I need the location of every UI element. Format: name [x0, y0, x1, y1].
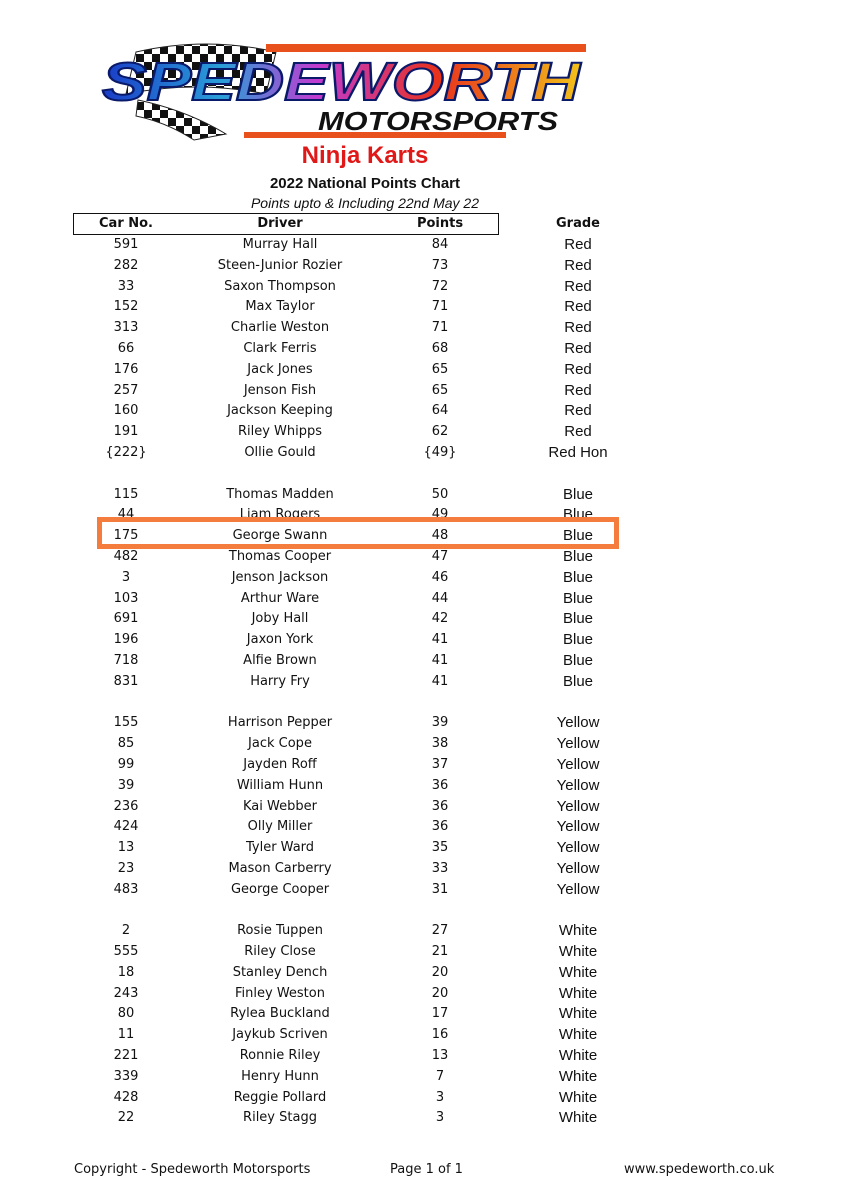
grade-value: Blue	[562, 672, 594, 690]
car-number: 428	[113, 1089, 139, 1105]
driver-name: Finley Weston	[235, 985, 325, 1001]
points-value: 48	[431, 528, 449, 544]
grade-value: White	[558, 1109, 598, 1127]
driver-name: Jenson Jackson	[231, 569, 329, 585]
driver-name: Mason Carberry	[228, 860, 332, 876]
driver-name: Jack Jones	[247, 361, 313, 377]
table-row	[0, 1108, 852, 1129]
car-number: 23	[117, 860, 135, 876]
driver-name: Reggie Pollard	[233, 1089, 327, 1105]
points-value: 13	[431, 1048, 449, 1064]
car-number: 175	[113, 528, 139, 544]
driver-name: Joby Hall	[251, 611, 309, 627]
points-value: 21	[431, 944, 449, 960]
grade-value: Blue	[562, 527, 594, 545]
grade-value: Yellow	[556, 714, 600, 732]
points-value: 37	[431, 756, 449, 772]
points-value: 3	[435, 1110, 445, 1126]
driver-name: Riley Whipps	[237, 424, 323, 440]
grade-value: White	[558, 963, 598, 981]
driver-name: Kai Webber	[243, 798, 317, 814]
grade-value: Red	[564, 236, 592, 253]
car-number: 39	[117, 777, 135, 793]
points-value: 42	[431, 611, 449, 627]
driver-name: Ronnie Riley	[239, 1048, 321, 1064]
driver-name: Jaxon York	[246, 632, 314, 648]
table-row	[0, 984, 852, 1005]
car-number: 66	[117, 340, 135, 356]
car-number: 155	[113, 715, 139, 731]
header-points: Points	[416, 216, 464, 231]
car-number: 243	[113, 985, 139, 1001]
grade-value: Yellow	[556, 776, 600, 794]
table-row	[0, 797, 852, 818]
driver-name: Rosie Tuppen	[237, 923, 323, 939]
page-title: Ninja Karts	[301, 142, 429, 169]
table-row	[0, 568, 852, 589]
table-row	[0, 277, 852, 298]
table-row	[0, 755, 852, 776]
car-number: 196	[113, 632, 139, 648]
group-spacer	[0, 901, 852, 922]
table-row	[0, 713, 852, 734]
grade-value: White	[558, 922, 598, 940]
table-row	[0, 1004, 852, 1025]
grade-value: Red	[564, 277, 592, 295]
car-number: 424	[113, 819, 139, 835]
car-number: 44	[117, 507, 135, 523]
highlight-box	[97, 517, 619, 549]
points-value: 65	[431, 361, 449, 377]
points-value: 16	[431, 1027, 449, 1043]
table-row	[0, 651, 852, 672]
table-row	[0, 630, 852, 651]
table-row	[0, 609, 852, 630]
car-number: 13	[117, 840, 135, 856]
grade-value: Red	[564, 381, 592, 399]
grade-value: Yellow	[556, 755, 600, 773]
driver-name: Arthur Ware	[240, 590, 320, 606]
car-number: 2	[121, 923, 131, 939]
points-value: 35	[431, 840, 449, 856]
points-date-note: Points upto & Including 22nd May 22	[250, 195, 480, 211]
table-row	[0, 963, 852, 984]
driver-name: Alfie Brown	[243, 652, 317, 668]
points-value: 36	[431, 777, 449, 793]
points-value: 47	[431, 548, 449, 564]
points-value: 72	[431, 278, 449, 294]
points-table	[0, 235, 852, 1129]
table-row	[0, 318, 852, 339]
driver-name: Saxon Thompson	[224, 278, 336, 294]
points-value: 3	[435, 1089, 445, 1105]
header-driver: Driver	[257, 216, 303, 231]
driver-name: George Swann	[232, 528, 328, 544]
grade-value: Blue	[562, 631, 594, 649]
driver-name: Stanley Dench	[232, 964, 328, 980]
grade-value: Yellow	[556, 839, 600, 857]
points-value: 20	[431, 985, 449, 1001]
table-row	[0, 235, 852, 256]
car-number: 482	[113, 548, 139, 564]
driver-name: Max Taylor	[245, 299, 315, 315]
points-value: 33	[431, 860, 449, 876]
grade-value: Red	[564, 298, 592, 316]
logo-wordmark: SPEDEWORTH	[102, 52, 582, 112]
footer-page-number: Page 1 of 1	[390, 1162, 463, 1177]
driver-name: Jayden Roff	[243, 756, 317, 772]
car-number: 115	[113, 486, 139, 502]
car-number: 152	[113, 299, 139, 315]
points-value: 7	[435, 1068, 445, 1084]
car-number: 691	[113, 611, 139, 627]
car-number: 3	[121, 569, 131, 585]
grade-value: Blue	[562, 506, 594, 524]
grade-value: White	[558, 943, 598, 961]
grade-value: Blue	[562, 547, 594, 565]
car-number: 80	[117, 1006, 135, 1022]
driver-name: William Hunn	[236, 777, 324, 793]
footer-website: www.spedeworth.co.uk	[624, 1162, 775, 1177]
grade-value: White	[558, 984, 598, 1002]
table-row	[0, 859, 852, 880]
driver-name: Liam Rogers	[239, 507, 321, 523]
table-row	[0, 1088, 852, 1109]
grade-value: White	[558, 1026, 598, 1044]
driver-name: Riley Close	[244, 944, 316, 960]
driver-name: Jenson Fish	[243, 382, 317, 398]
table-row	[0, 589, 852, 610]
grade-value: White	[558, 1067, 598, 1085]
table-row	[0, 339, 852, 360]
driver-name: Jaykub Scriven	[232, 1027, 328, 1043]
driver-name: Henry Hunn	[241, 1068, 319, 1084]
footer-copyright: Copyright - Spedeworth Motorsports	[74, 1162, 311, 1177]
driver-name: Riley Stagg	[243, 1110, 317, 1126]
grade-value: White	[558, 1088, 598, 1106]
car-number: 11	[117, 1027, 135, 1043]
driver-name: Harry Fry	[250, 673, 310, 689]
driver-name: Thomas Cooper	[228, 548, 332, 564]
points-value: 44	[431, 590, 449, 606]
grade-value: Blue	[562, 485, 594, 503]
grade-value: Blue	[562, 651, 594, 669]
points-value: 20	[431, 964, 449, 980]
driver-name: Jackson Keeping	[227, 403, 333, 419]
points-value: 84	[431, 237, 449, 252]
points-value: 68	[431, 340, 449, 356]
points-value: 41	[431, 652, 449, 668]
table-row	[0, 838, 852, 859]
table-row	[0, 1067, 852, 1088]
grade-value: Blue	[562, 568, 594, 586]
points-value: 64	[431, 403, 449, 419]
points-value: 71	[431, 299, 449, 315]
grade-value: White	[558, 1047, 598, 1065]
table-row	[0, 1046, 852, 1067]
table-row	[0, 401, 852, 422]
car-number: 718	[113, 652, 139, 668]
driver-name: Clark Ferris	[243, 340, 317, 356]
grade-value: Yellow	[556, 859, 600, 877]
points-value: 65	[431, 382, 449, 398]
table-row	[0, 422, 852, 443]
grade-value: Red	[564, 402, 592, 420]
car-number: 282	[113, 257, 139, 273]
driver-name: Murray Hall	[242, 237, 318, 252]
car-number: 33	[117, 278, 135, 294]
points-value: 17	[431, 1006, 449, 1022]
car-number: 18	[117, 964, 135, 980]
points-value: 36	[431, 819, 449, 835]
header-car-no: Car No.	[99, 216, 153, 231]
logo-subtitle: MOTORSPORTS	[318, 106, 559, 136]
car-number: 221	[113, 1048, 139, 1064]
grade-value: Yellow	[556, 735, 600, 753]
chart-subtitle: 2022 National Points Chart	[269, 175, 461, 192]
grade-value: Blue	[562, 610, 594, 628]
driver-name: Olly Miller	[247, 819, 313, 835]
grade-value: Yellow	[556, 880, 600, 898]
spedeworth-logo	[96, 30, 596, 146]
driver-name: Rylea Buckland	[230, 1006, 330, 1022]
car-number: 191	[113, 424, 139, 440]
table-row	[0, 880, 852, 901]
table-row	[0, 672, 852, 693]
points-value: 41	[431, 632, 449, 648]
points-value: 49	[431, 507, 449, 523]
driver-name: Thomas Madden	[226, 486, 334, 502]
grade-value: Red Hon	[548, 443, 608, 461]
car-number: 591	[113, 237, 139, 252]
points-value: 41	[431, 673, 449, 689]
table-row	[0, 817, 852, 838]
table-row	[0, 297, 852, 318]
driver-name: Jack Cope	[248, 736, 312, 752]
car-number: 99	[117, 756, 135, 772]
table-row	[0, 734, 852, 755]
table-row	[0, 381, 852, 402]
points-value: {49}	[423, 444, 457, 460]
points-value: 36	[431, 798, 449, 814]
car-number: 257	[113, 382, 139, 398]
points-value: 62	[431, 424, 449, 440]
driver-name: Tyler Ward	[245, 840, 315, 856]
points-value: 31	[431, 881, 449, 897]
car-number: 22	[117, 1110, 135, 1126]
points-value: 50	[431, 486, 449, 502]
grade-value: Blue	[562, 589, 594, 607]
table-row	[0, 256, 852, 277]
grade-value: Yellow	[556, 818, 600, 836]
driver-name: Harrison Pepper	[227, 715, 333, 731]
car-number: {222}	[105, 444, 147, 460]
table-row	[0, 776, 852, 797]
table-row	[0, 443, 852, 464]
grade-value: Red	[564, 319, 592, 337]
points-value: 46	[431, 569, 449, 585]
car-number: 483	[113, 881, 139, 897]
header-grade: Grade	[556, 216, 600, 231]
car-number: 85	[117, 736, 135, 752]
car-number: 555	[113, 944, 139, 960]
car-number: 160	[113, 403, 139, 419]
points-value: 39	[431, 715, 449, 731]
grade-value: White	[558, 1005, 598, 1023]
car-number: 831	[113, 673, 139, 689]
points-value: 73	[431, 257, 449, 273]
grade-value: Red	[564, 360, 592, 378]
group-spacer	[0, 464, 852, 485]
car-number: 339	[113, 1068, 139, 1084]
grade-value: Red	[564, 339, 592, 357]
driver-name: George Cooper	[230, 881, 330, 897]
driver-name: Steen-Junior Rozier	[217, 257, 343, 273]
grade-value: Yellow	[556, 797, 600, 815]
car-number: 103	[113, 590, 139, 606]
points-value: 38	[431, 736, 449, 752]
table-row	[0, 360, 852, 381]
car-number: 313	[113, 320, 139, 336]
group-spacer	[0, 693, 852, 714]
points-value: 27	[431, 923, 449, 939]
grade-value: Red	[564, 256, 592, 274]
points-value: 71	[431, 320, 449, 336]
car-number: 176	[113, 361, 139, 377]
table-row	[0, 942, 852, 963]
table-row	[0, 1025, 852, 1046]
driver-name: Ollie Gould	[244, 444, 316, 460]
grade-value: Red	[564, 423, 592, 441]
table-row	[0, 485, 852, 506]
table-row	[0, 921, 852, 942]
table-row	[0, 547, 852, 568]
car-number: 236	[113, 798, 139, 814]
driver-name: Charlie Weston	[230, 320, 330, 336]
